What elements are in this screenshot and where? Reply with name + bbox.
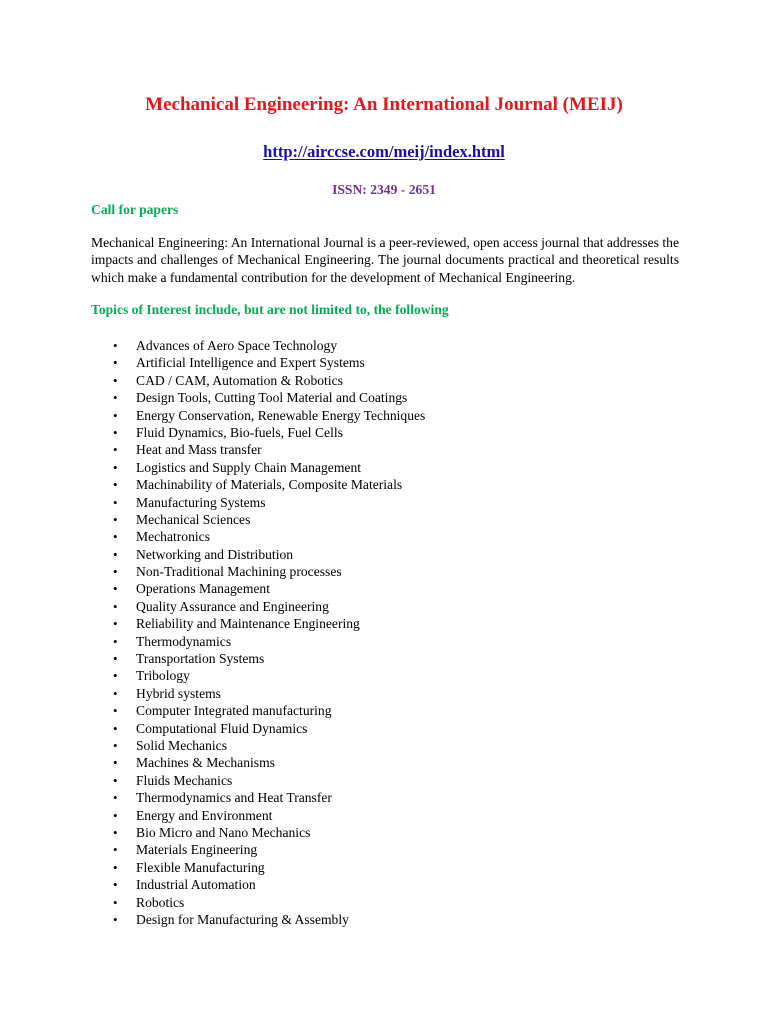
- bullet-icon: •: [113, 737, 118, 753]
- bullet-icon: •: [113, 772, 118, 788]
- call-for-papers-heading: Call for papers: [91, 202, 179, 217]
- topic-label: Computer Integrated manufacturing: [136, 703, 332, 719]
- topic-label: Mechanical Sciences: [136, 511, 251, 527]
- topic-label: Manufacturing Systems: [136, 494, 266, 510]
- topic-label: Machines & Mechanisms: [136, 755, 275, 771]
- topic-label: Materials Engineering: [136, 842, 258, 858]
- topic-label: Non-Traditional Machining processes: [136, 564, 342, 580]
- bullet-icon: •: [113, 894, 118, 910]
- topic-label: Thermodynamics and Heat Transfer: [136, 790, 332, 806]
- intro-paragraph: Mechanical Engineering: An International Journal is a peer-reviewed, open access journal that addresses the impacts and challenges of Mechanical Engineering. The journal documents practical and theoretical results which make a fundamental contribution for the development of Mechanical Engineering.: [91, 235, 679, 285]
- topic-label: Machinability of Materials, Composite Materials: [136, 477, 403, 493]
- topic-label: Solid Mechanics: [136, 737, 227, 753]
- bullet-icon: •: [113, 842, 118, 858]
- bullet-icon: •: [113, 685, 118, 701]
- topic-label: Tribology: [136, 668, 190, 684]
- bullet-icon: •: [113, 511, 118, 527]
- bullet-icon: •: [113, 459, 118, 475]
- bullet-icon: •: [113, 633, 118, 649]
- topic-label: Artificial Intelligence and Expert Systems: [136, 355, 365, 371]
- bullet-icon: •: [113, 703, 118, 719]
- bullet-icon: •: [113, 564, 118, 580]
- topic-label: CAD / CAM, Automation & Robotics: [136, 372, 343, 388]
- bullet-icon: •: [113, 911, 118, 927]
- journal-url-link[interactable]: http://airccse.com/meij/index.html: [263, 142, 505, 161]
- bullet-icon: •: [113, 424, 118, 440]
- bullet-icon: •: [113, 477, 118, 493]
- bullet-icon: •: [113, 668, 118, 684]
- topic-label: Fluid Dynamics, Bio-fuels, Fuel Cells: [136, 424, 343, 440]
- bullet-icon: •: [113, 581, 118, 597]
- topic-label: Logistics and Supply Chain Management: [136, 459, 362, 475]
- bullet-icon: •: [113, 407, 118, 423]
- topic-label: Thermodynamics: [136, 633, 232, 649]
- topic-label: Design Tools, Cutting Tool Material and Coatings: [136, 390, 408, 406]
- topic-label: Energy and Environment: [136, 807, 273, 823]
- bullet-icon: •: [113, 598, 118, 614]
- topic-label: Energy Conservation, Renewable Energy Techniques: [136, 407, 426, 423]
- bullet-icon: •: [113, 546, 118, 562]
- issn-label: ISSN: 2349 - 2651: [332, 182, 436, 197]
- bullet-icon: •: [113, 755, 118, 771]
- bullet-icon: •: [113, 390, 118, 406]
- topic-label: Hybrid systems: [136, 685, 221, 701]
- topic-label: Industrial Automation: [136, 877, 256, 893]
- bullet-icon: •: [113, 529, 118, 545]
- journal-url-line: [0, 141, 768, 163]
- bullet-icon: •: [113, 372, 118, 388]
- topic-label: Advances of Aero Space Technology: [136, 338, 338, 353]
- topic-label: Computational Fluid Dynamics: [136, 720, 308, 736]
- bullet-icon: •: [113, 442, 118, 458]
- bullet-icon: •: [113, 494, 118, 510]
- journal-title: Mechanical Engineering: An International Journal (MEIJ): [145, 94, 623, 115]
- topic-label: Networking and Distribution: [136, 546, 294, 562]
- topic-label: Transportation Systems: [136, 651, 265, 667]
- topics-heading: Topics of Interest include, but are not limited to, the following: [91, 302, 449, 317]
- bullet-icon: •: [113, 807, 118, 823]
- topic-label: Robotics: [136, 894, 185, 910]
- bullet-icon: •: [113, 355, 118, 371]
- bullet-icon: •: [113, 790, 118, 806]
- bullet-icon: •: [113, 338, 118, 353]
- bullet-icon: •: [113, 877, 118, 893]
- topic-label: Design for Manufacturing & Assembly: [136, 911, 349, 927]
- bullet-icon: •: [113, 651, 118, 667]
- topic-label: Heat and Mass transfer: [136, 442, 262, 458]
- bullet-icon: •: [113, 859, 118, 875]
- topic-label: Flexible Manufacturing: [136, 859, 265, 875]
- topic-label: Operations Management: [136, 581, 271, 597]
- topic-label: Reliability and Maintenance Engineering: [136, 616, 360, 632]
- topic-label: Bio Micro and Nano Mechanics: [136, 824, 311, 840]
- topic-label: Fluids Mechanics: [136, 772, 233, 788]
- bullet-icon: •: [113, 616, 118, 632]
- bullet-icon: •: [113, 824, 118, 840]
- topic-label: Mechatronics: [136, 529, 210, 545]
- topic-label: Quality Assurance and Engineering: [136, 598, 329, 614]
- bullet-icon: •: [113, 720, 118, 736]
